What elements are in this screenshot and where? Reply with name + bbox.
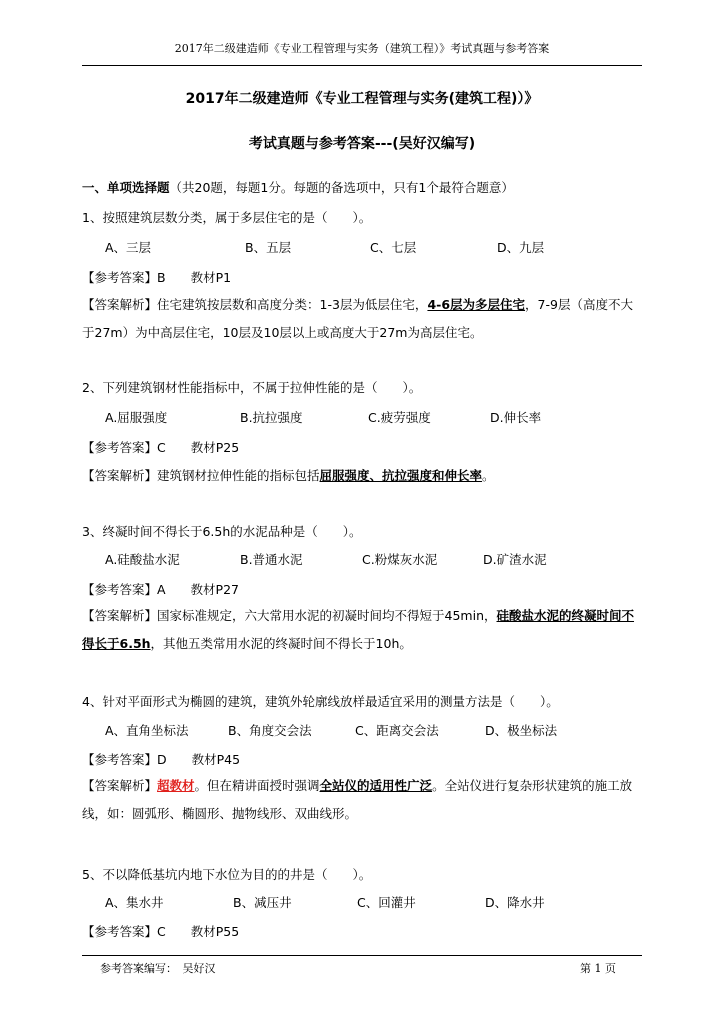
q4-option-d: D、极坐标法 [485, 723, 558, 738]
q2-analysis-text1: 建筑钢材拉伸性能的指标包括 [157, 468, 320, 483]
q5-option-b: B、减压井 [233, 895, 292, 910]
q3-analysis [82, 602, 642, 658]
q2-analysis-highlight: 屈服强度、抗拉强度和伸长率 [319, 468, 483, 483]
q2-option-a: A.屈服强度 [105, 410, 168, 425]
q4-option-c: C、距离交会法 [355, 723, 439, 738]
q1-analysis-label: 【答案解析】 [82, 297, 158, 312]
section-heading [82, 178, 642, 196]
q1-analysis-highlight: 4-6层为多层住宅 [427, 297, 526, 312]
document-title: 2017年二级建造师《专业工程管理与实务(建筑工程)）》 [185, 91, 539, 107]
q3-option-d: D.矿渣水泥 [483, 552, 547, 567]
q1-analysis-text2: ，7-9层（高度不大于27m）为中高层住宅，10层及10层以上或高度大于27m为高层住宅。 [82, 297, 633, 340]
q4-option-b: B、角度交会法 [228, 723, 312, 738]
header-rule [82, 65, 642, 66]
q5-answer: 【参考答案】C 教材P55 [82, 924, 240, 939]
q1-analysis-text1: 住宅建筑按层数和高度分类：1-3层为低层住宅， [157, 297, 428, 312]
q4-answer: 【参考答案】D 教材P45 [82, 752, 241, 767]
q4-analysis-label: 【答案解析】 [82, 778, 158, 793]
page-number: 第 1 页 [580, 962, 616, 975]
q1-option-a: A、三层 [105, 240, 152, 255]
footer-rule [82, 955, 642, 956]
question-2-stem: 2、下列建筑钢材性能指标中，不属于拉伸性能的是（ ）。 [82, 380, 422, 395]
q5-option-c: C、回灌井 [357, 895, 416, 910]
q2-analysis-label: 【答案解析】 [82, 468, 158, 483]
running-header: 2017年二级建造师《专业工程管理与实务（建筑工程）》考试真题与参考答案 [174, 42, 550, 55]
q2-option-c: C.疲劳强度 [368, 410, 431, 425]
question-1-stem: 1、按照建筑层数分类，属于多层住宅的是（ ）。 [82, 210, 372, 225]
q4-analysis-highlight: 全站仪的适用性广泛 [319, 778, 433, 793]
document-subtitle: 考试真题与参考答案---(吴好汉编写) [248, 136, 476, 152]
question-4-stem: 4、针对平面形式为椭圆的建筑，建筑外轮廓线放样最适宜采用的测量方法是（ ）。 [82, 694, 559, 709]
q3-option-b: B.普通水泥 [240, 552, 303, 567]
q1-option-d: D、九层 [497, 240, 545, 255]
q4-analysis [82, 772, 642, 828]
q2-option-b: B.抗拉强度 [240, 410, 303, 425]
q3-analysis-text1: 国家标准规定，六大常用水泥的初凝时间均不得短于45min， [157, 608, 497, 623]
q3-answer: 【参考答案】A 教材P27 [82, 582, 239, 597]
q4-analysis-text2: 。全站仪进行复杂形状建筑的施工放线，如：圆弧形、椭圆形、抛物线形、双曲线形。 [82, 778, 633, 821]
q2-option-d: D.伸长率 [490, 410, 542, 425]
q1-option-b: B、五层 [245, 240, 292, 255]
q4-option-a: A、直角坐标法 [105, 723, 189, 738]
q3-analysis-text2: ，其他五类常用水泥的终凝时间不得长于10h。 [150, 636, 412, 651]
q5-option-d: D、降水井 [485, 895, 545, 910]
q3-analysis-label: 【答案解析】 [82, 608, 158, 623]
q3-option-a: A.硅酸盐水泥 [105, 552, 180, 567]
q2-analysis [82, 466, 642, 484]
question-5-stem: 5、不以降低基坑内地下水位为目的的井是（ ）。 [82, 867, 372, 882]
footer-author: 参考答案编写： 吴好汉 [100, 962, 216, 975]
section-note: （共20题，每题1分。每题的备选项中，只有1个最符合题意） [169, 180, 514, 195]
q5-option-a: A、集水井 [105, 895, 164, 910]
q4-analysis-text1: 。但在精讲面授时强调 [194, 778, 320, 793]
q4-analysis-red-highlight: 超教材 [157, 778, 195, 793]
q2-answer: 【参考答案】C 教材P25 [82, 440, 240, 455]
q1-answer: 【参考答案】B 教材P1 [82, 270, 232, 285]
q1-analysis [82, 291, 642, 347]
q3-analysis-highlight: 硅酸盐水泥的终凝时间不得长于6.5h [82, 608, 635, 651]
q1-option-c: C、七层 [370, 240, 417, 255]
q2-analysis-text2: 。 [482, 468, 495, 483]
section-title: 一、单项选择题 [82, 180, 170, 195]
q3-option-c: C.粉煤灰水泥 [362, 552, 438, 567]
question-3-stem: 3、终凝时间不得长于6.5h的水泥品种是（ ）。 [82, 524, 362, 539]
